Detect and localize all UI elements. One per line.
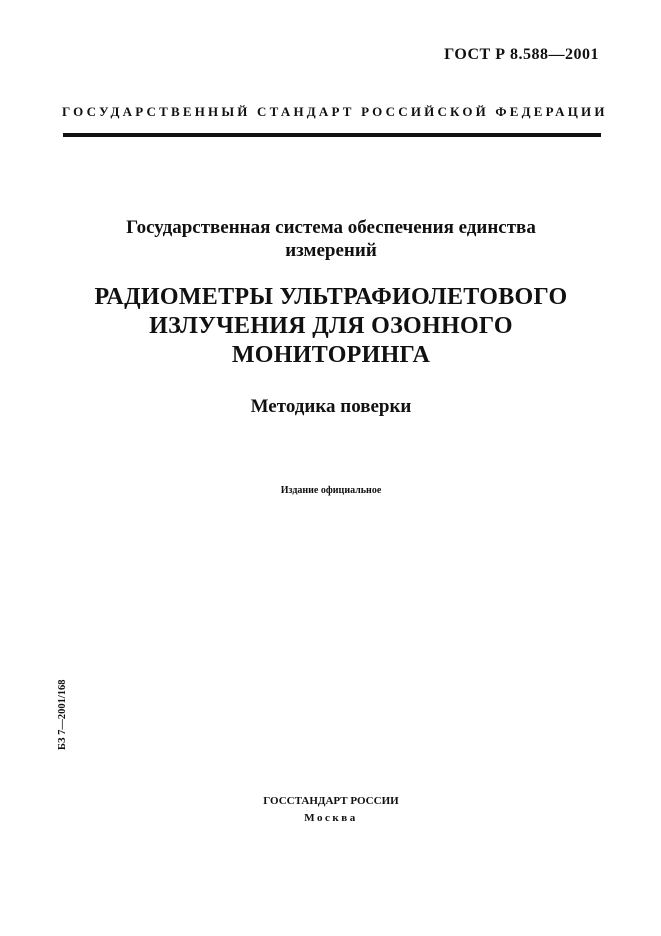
system-title	[62, 216, 600, 262]
system-title-line: Государственная система обеспечения единства	[126, 217, 536, 238]
publisher-city: Москва	[304, 812, 358, 824]
state-standard-heading: ГОСУДАРСТВЕННЫЙ СТАНДАРТ РОССИЙСКОЙ ФЕДЕРАЦИИ	[62, 104, 608, 119]
side-registration-mark: БЗ 7—2001/168	[57, 679, 68, 750]
main-title-line: МОНИТОРИНГА	[231, 342, 431, 368]
main-title-line: ИЗЛУЧЕНИЯ ДЛЯ ОЗОННОГО	[149, 313, 513, 339]
edition-label: Издание официальное	[280, 485, 382, 496]
publisher: ГОССТАНДАРТ РОССИИ	[263, 795, 399, 807]
main-title-line: РАДИОМЕТРЫ УЛЬТРАФИОЛЕТОВОГО	[94, 284, 568, 310]
main-title	[62, 283, 600, 370]
header-divider	[63, 133, 601, 137]
document-code: ГОСТ Р 8.588—2001	[444, 46, 599, 63]
subtitle: Методика поверки	[250, 396, 412, 417]
system-title-line: измерений	[285, 240, 377, 261]
